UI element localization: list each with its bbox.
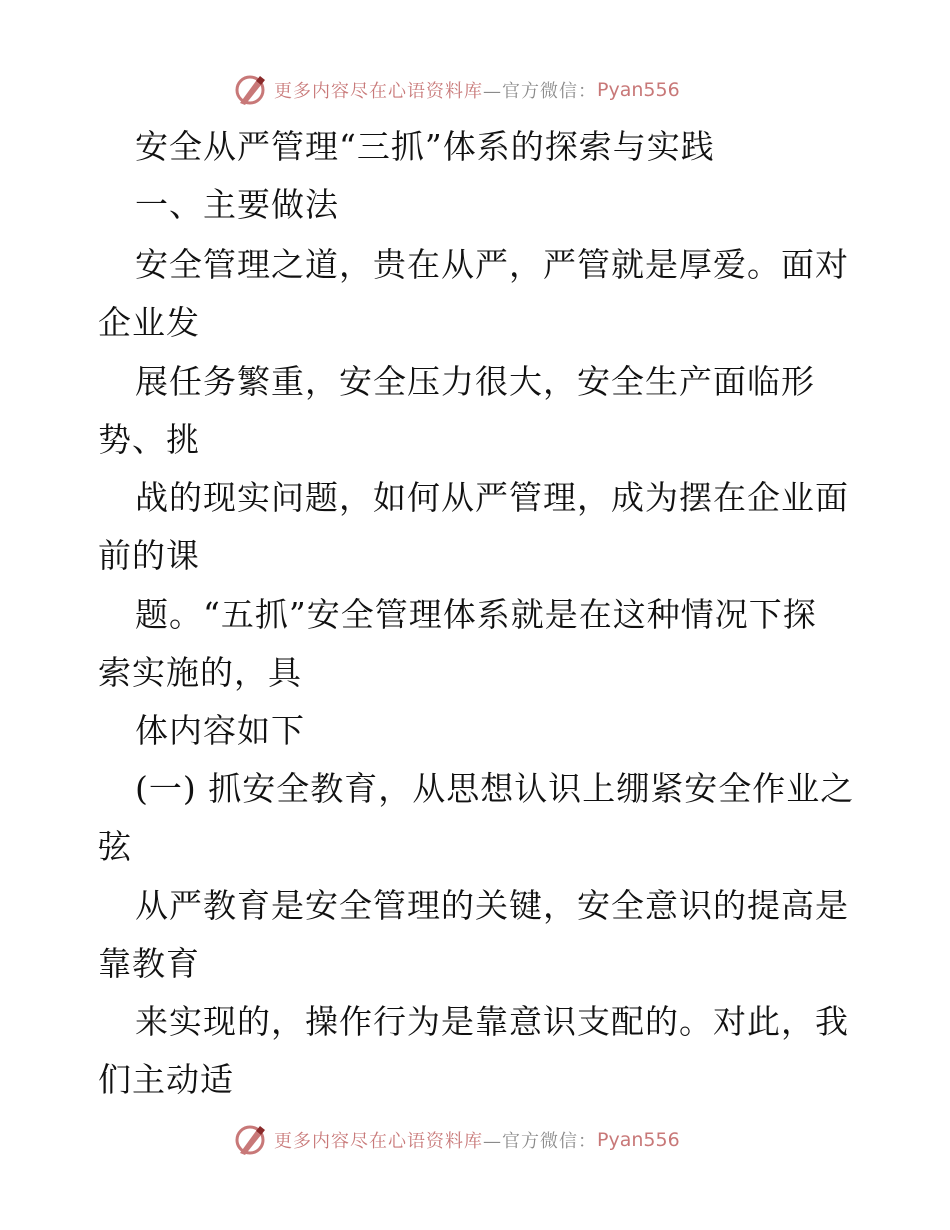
watermark-wechat-id: Pyan556 xyxy=(597,1129,680,1151)
subsection-heading: (一) 抓安全教育，从思想认识上绷紧安全作业之 xyxy=(135,769,855,808)
paragraph-line: 来实现的，操作行为是靠意识支配的。对此，我 xyxy=(135,1002,849,1041)
watermark-text: 更多内容尽在心语资料库 xyxy=(274,81,483,102)
paragraph-line: 安全管理之道，贵在从严，严管就是厚爱。面对 xyxy=(135,245,849,284)
pen-logo-icon xyxy=(234,1123,268,1157)
footer-watermark xyxy=(234,1122,680,1158)
watermark-separator: —官方微信： xyxy=(483,81,597,102)
paragraph-line: 战的现实问题，如何从严管理，成为摆在企业面 xyxy=(135,478,849,517)
paragraph-line: 题。“五抓”安全管理体系就是在这种情况下探 xyxy=(135,595,817,634)
paragraph-line: 从严教育是安全管理的关键，安全意识的提高是 xyxy=(135,886,849,925)
paragraph-line: 势、挑 xyxy=(98,420,200,459)
paragraph-line: 企业发 xyxy=(98,303,200,342)
paragraph-line: 前的课 xyxy=(98,536,200,575)
watermark-wechat-id: Pyan556 xyxy=(597,79,680,101)
paragraph-line: 们主动适 xyxy=(98,1060,234,1099)
watermark-separator: —官方微信： xyxy=(483,1131,597,1152)
section-heading: 一、主要做法 xyxy=(135,185,339,224)
paragraph-line: 体内容如下 xyxy=(135,711,305,750)
paragraph-line: 靠教育 xyxy=(98,944,200,983)
paragraph-line: 展任务繁重，安全压力很大，安全生产面临形 xyxy=(135,362,815,401)
document-title: 安全从严管理“三抓”体系的探索与实践 xyxy=(135,127,715,166)
paragraph-line: 索实施的，具 xyxy=(98,653,302,692)
watermark-text: 更多内容尽在心语资料库 xyxy=(274,1131,483,1152)
paragraph-line: 弦 xyxy=(98,827,132,866)
